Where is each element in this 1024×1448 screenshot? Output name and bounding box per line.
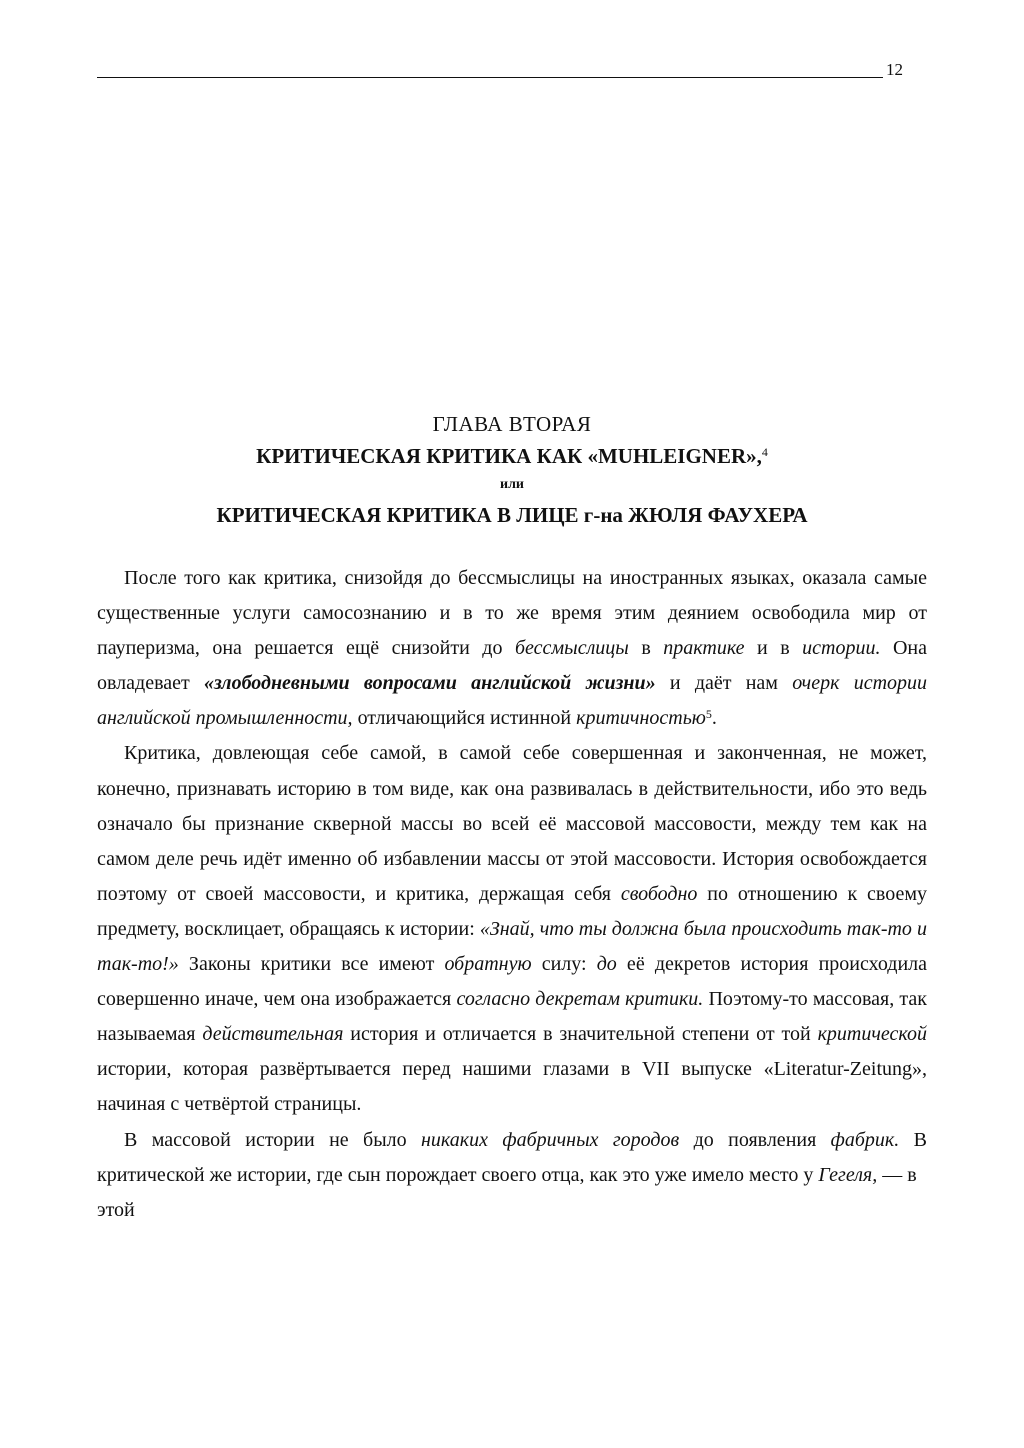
text-run: силу:: [531, 953, 597, 976]
italic-run: Гегеля,: [818, 1163, 878, 1186]
footnote-ref-4[interactable]: 4: [761, 445, 768, 459]
paragraph-1: [97, 561, 927, 736]
text-run: Поэтому-то массовая, так называемая: [97, 988, 927, 1046]
italic-run: критической: [817, 1023, 928, 1046]
body-text: [97, 561, 927, 1228]
italic-run: свободно: [620, 882, 698, 905]
bold-italic-run: «злободневными вопросами английской жизни»: [204, 672, 656, 695]
text-run: Критика, довлеющая себе самой, в самой себе совершенная и законченная, не может, конечно, признавать историю в том виде, как она развивалась в действительности, ибо это ведь означало бы признание скверной массы во всей её массовой массовости, между тем как на самом деле речь идёт именно об избавлении массы от этой массовости. История освобождается поэтому от своей массовости, и критика, держащая себя: [97, 742, 927, 905]
italic-run: критичностью: [576, 707, 706, 730]
chapter-title: [0, 440, 1024, 472]
text-run: до появления: [679, 1128, 831, 1151]
italic-run: никаких фабричных городов: [420, 1128, 680, 1151]
chapter-subtitle: КРИТИЧЕСКАЯ КРИТИКА В ЛИЦЕ г-на ЖЮЛЯ ФАУХЕРА: [216, 503, 808, 527]
text-run: и даёт нам: [655, 672, 793, 695]
chapter-heading: [0, 408, 1024, 532]
italic-run: согласно декретам критики.: [456, 988, 704, 1011]
chapter-title-text: КРИТИЧЕСКАЯ КРИТИКА КАК «MUHLEIGNER»,: [256, 444, 762, 468]
text-run: по отношению к своему предмету, восклицает, обращаясь к истории:: [97, 882, 928, 940]
italic-run: практике: [663, 637, 745, 660]
italic-run: «Знай, что ты должна была происходить так-то и так-то!»: [97, 917, 927, 976]
text-run: После того как критика, снизойдя до бессмыслицы на иностранных языках, оказала самые существенные услуги самосознанию и в то же время этим деянием освободила мир от пауперизма, она решается ещё снизойти до: [97, 567, 927, 660]
header-rule: [97, 77, 883, 78]
text-run: — в: [877, 1163, 917, 1186]
page-number: 12: [886, 60, 903, 79]
text-run: Законы критики все имеют: [178, 953, 445, 976]
text-run: истории, которая развёртывается перед нашими глазами в VII выпуске «Literatur-Zeitung», начиная с четвёртой страницы.: [97, 1058, 927, 1116]
paragraph-2: [97, 736, 927, 1122]
text-run: в: [628, 637, 664, 660]
text-run: .: [711, 707, 717, 730]
footnote-ref-5[interactable]: 5: [705, 707, 712, 722]
text-run: этой: [97, 1198, 135, 1221]
text-run: отличающийся истинной: [352, 707, 577, 730]
paragraph-3-tail: [97, 1193, 927, 1228]
italic-run: очерк истории английской промышленности,: [97, 672, 928, 730]
italic-run: обратную: [444, 953, 532, 976]
italic-run: фабрик.: [830, 1128, 900, 1151]
text-run: Она овладевает: [97, 637, 927, 695]
italic-run: бессмыслицы: [514, 637, 629, 660]
chapter-connector: или: [500, 477, 524, 492]
italic-run: до: [596, 953, 617, 976]
chapter-label: ГЛАВА ВТОРАЯ: [432, 412, 592, 436]
italic-run: истории.: [802, 637, 881, 660]
italic-run: действительная: [202, 1023, 344, 1046]
text-run: В массовой истории не было: [124, 1128, 421, 1151]
text-run: и в: [744, 637, 803, 660]
paragraph-3: [97, 1123, 927, 1193]
text-run: история и отличается в значительной степени от той: [343, 1023, 818, 1046]
text-run: её декретов история происходила совершенно иначе, чем она изображается: [97, 953, 928, 1011]
text-run: В критической же истории, где сын порождает своего отца, как это уже имело место у: [97, 1128, 928, 1186]
